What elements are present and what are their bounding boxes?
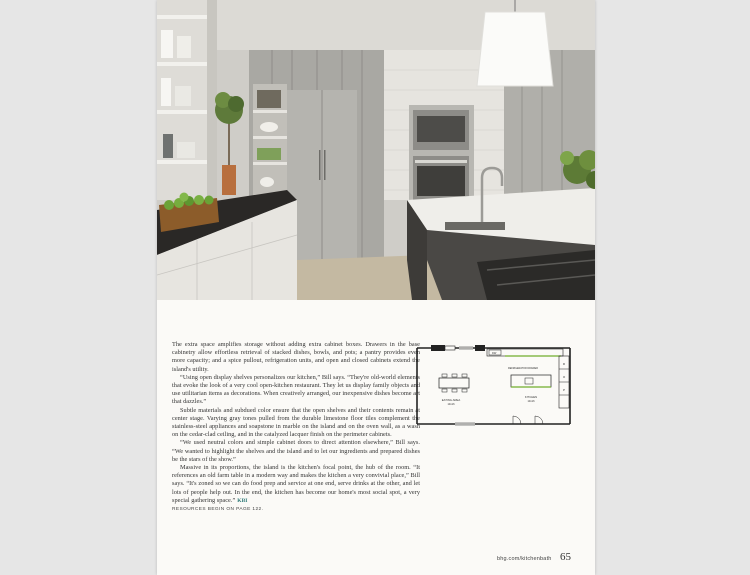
article-paragraph: “Using open display shelves personalizes our kitchen,” Bill says. “They're old-world elements that evoke the look of a very cool open-kitchen restaurant. They let us display family objects and use utilitarian items as decorations. When creatively arranged, our inexpensive dishes become art that dazzles.” bbox=[172, 373, 420, 406]
footer-url: bhg.com/kitchenbath bbox=[497, 556, 552, 562]
plan-label-p: P bbox=[562, 388, 566, 392]
article-paragraph: The extra space amplifies storage without adding extra cabinet boxes. Drawers in the base cabinetry allow effortless retrieval of stacked dishes, bowls, and pots; a pantry provides even more capacity; and a spice pullout, refrigeration units, and open and closed cabinets extend the island's utility. bbox=[172, 341, 420, 373]
plan-label-eating-area: EATING AREA bbox=[441, 398, 461, 402]
floor-plan bbox=[415, 338, 575, 430]
plan-label-eating-area-dim: 13x16 bbox=[447, 403, 455, 406]
plan-label-r: R bbox=[562, 362, 566, 366]
plan-label-kitchen: KITCHEN bbox=[524, 395, 538, 399]
plan-label-kitchen-dim: 13x16 bbox=[527, 400, 535, 403]
resources-line: RESOURCES BEGIN ON PAGE 122. bbox=[172, 507, 264, 513]
article-paragraph: Subtle materials and subdued color ensure that the open shelves and their contents remain at center stage. Varying gray tones pulled from the durable limestone floor tiles complement the stainless-steel appliances and soapstone in marble on the island and on the oven wall, as a wash on the cedar-clad ceiling, and in the catalyzed lacquer finish on the perimeter cabinets. bbox=[172, 406, 420, 439]
article-body bbox=[172, 341, 420, 514]
plan-label-o: O bbox=[562, 375, 566, 379]
article-paragraph-text: Massive in its proportions, the island is the kitchen's focal point, the hub of the room. “It references an old farm table in a modern way and makes the kitchen a very convivial place,” Bill says. “It's zoned so we can do food prep and service at one end, serve drinks at the other, and let lots of people help out. In the end, the kitchen has become our home's most social spot, a very special gathering space.” bbox=[172, 464, 420, 504]
magazine-page bbox=[157, 0, 595, 575]
article-paragraph: “We used neutral colors and simple cabinet doors to direct attention elsewhere,” Bill says. “We wanted to highlight the shelves and the island and to let our ingredients and prepared dishes be the stars of the show.” bbox=[172, 439, 420, 463]
page-number: 65 bbox=[560, 551, 571, 563]
plan-label-dw: DW bbox=[492, 352, 497, 355]
kitchen-photo bbox=[157, 0, 595, 300]
article-paragraph-last bbox=[172, 464, 420, 505]
end-mark: KBI bbox=[237, 497, 248, 504]
plan-label-refrigerator-drawer: REFRIGERATOR DRAWER bbox=[508, 367, 538, 370]
